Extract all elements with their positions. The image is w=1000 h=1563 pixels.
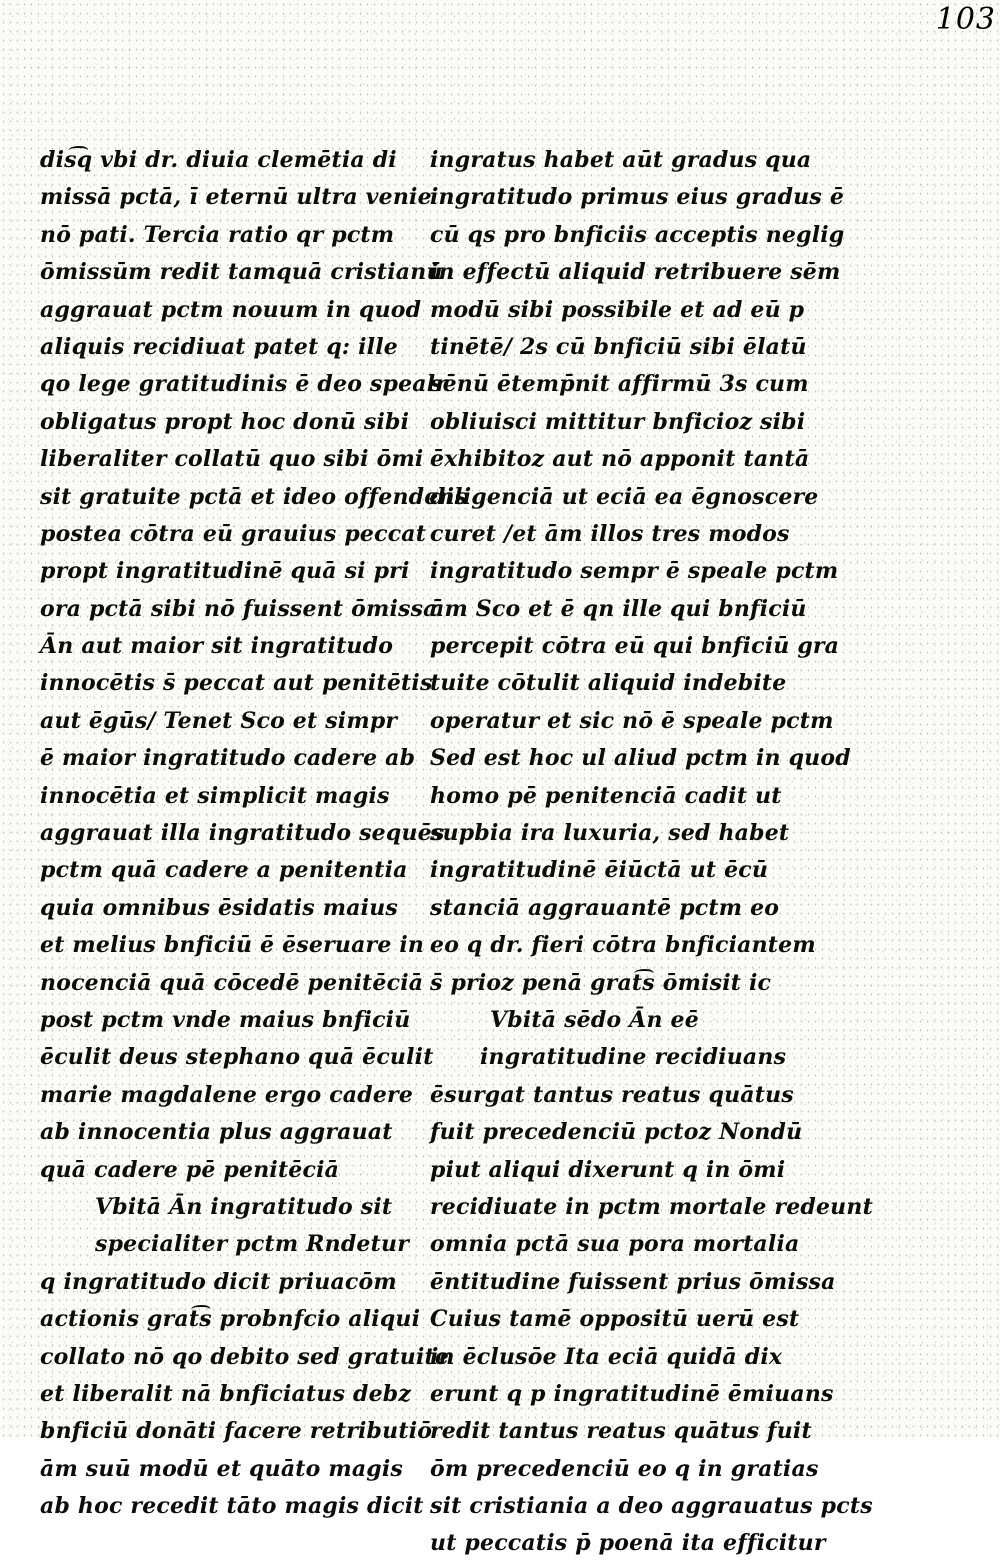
text-line: ōm precedenciū eo q in gratias [430, 1455, 819, 1482]
text-line: ēntitudine fuissent prius ōmissa [430, 1268, 836, 1295]
text-line: obliuisci mittitur bnficioz sibi [430, 408, 806, 435]
text-line: fuit precedenciū pctoz Nondū [430, 1119, 803, 1146]
text-line: nō pati. Tercia ratio qr pctm [40, 221, 395, 248]
text-line: nocenciā quā cōcedē penitēciā [40, 969, 424, 996]
text-line: bnficiū donāti facere retributiō [40, 1418, 433, 1445]
text-line: propt ingratitudinē quā si pri [40, 558, 410, 585]
text-line: collato nō qo debito sed gratuite [40, 1343, 450, 1370]
text-line: quā cadere pē penitēciā [40, 1156, 340, 1183]
left-text-column [40, 142, 468, 1525]
text-line: homo pē penitenciā cadit ut [430, 782, 782, 809]
text-line: ab hoc recedit tāto magis dicit [40, 1493, 424, 1520]
text-line: in ēclusōe Ita eciā quidā dix [430, 1343, 783, 1370]
text-line: erunt q p ingratitudinē ēmiuans [430, 1380, 834, 1407]
text-line: ab innocentia plus aggrauat [40, 1119, 393, 1146]
text-line: sēnū ētemp̄nit affirmū 3s cum [430, 371, 809, 398]
text-line: Sed est hoc ul aliud pctm in quod [430, 745, 851, 772]
text-line: ingratitudo sempr ē speale pctm [430, 558, 839, 585]
text-line: et melius bnficiū ē ēseruare in [40, 932, 425, 959]
text-line: aut ēgūs/ Tenet Sco et simpr [40, 707, 398, 734]
text-line: s̄ prioz penā grat͡s ōmisit ic [430, 969, 772, 996]
text-line: ēculit deus stephano quā ēculit [40, 1044, 434, 1071]
text-line: modū sibi possibile et ad eū p [430, 296, 805, 323]
text-line: tinētē/ 2s cū bnficiū sibi ēlatū [430, 333, 807, 360]
text-line: Cuius tamē oppositū uerū est [430, 1306, 800, 1333]
text-line: Vbitā sēdo Ān eē [490, 1006, 699, 1033]
text-line: Vbitā Ān ingratitudo sit [95, 1193, 393, 1220]
text-line: ingratitudo primus eius gradus ē [430, 184, 845, 211]
text-line: redit tantus reatus quātus fuit [430, 1418, 812, 1445]
text-line: innocētis s̄ peccat aut penitētis [40, 670, 433, 697]
text-line: ut peccatis p̄ poenā ita efficitur [430, 1530, 826, 1557]
text-line: ingratitudine recidiuans [480, 1044, 787, 1071]
text-line: recidiuate in pctm mortale redeunt [430, 1193, 873, 1220]
text-line: liberaliter collatū quo sibi ōmi [40, 446, 424, 473]
text-line: eo q dr. fieri cōtra bnficiantem [430, 932, 816, 959]
text-line: aliquis recidiuat patet q: ille [40, 333, 398, 360]
text-line: piut aliqui dixerunt q in ōmi [430, 1156, 786, 1183]
text-line: pctm quā cadere a penitentia [40, 857, 408, 884]
text-line: tuite cōtulit aliquid indebite [430, 670, 787, 697]
text-line: aggrauat illa ingratitudo sequēs [40, 820, 445, 847]
text-line: et liberalit nā bnficiatus debz [40, 1380, 412, 1407]
text-line: ingratitudinē ēiūctā ut ēcū [430, 857, 769, 884]
text-line: actionis grat͡s probnfcio aliqui [40, 1306, 421, 1333]
text-line: aggrauat pctm nouum in quod [40, 296, 422, 323]
text-line: stanciā aggrauantē pctm eo [430, 894, 780, 921]
text-line: qo lege gratitudinis ē deo spealr [40, 371, 448, 398]
text-line: specialiter pctm Rndetur [95, 1231, 409, 1258]
text-line: marie magdalene ergo cadere [40, 1081, 414, 1108]
text-line: supbia ira luxuria, sed habet [430, 820, 790, 847]
text-line: q ingratitudo dicit priuacōm [40, 1268, 397, 1295]
text-line: quia omnibus ēsidatis maius [40, 894, 398, 921]
text-line: ām suū modū et quāto magis [40, 1455, 404, 1482]
text-line: obligatus propt hoc donū sibi [40, 408, 410, 435]
folio-number: 103 [935, 2, 996, 37]
text-line: innocētia et simplicit magis [40, 782, 390, 809]
text-line: sit cristiania a deo aggrauatus pcts [430, 1493, 873, 1520]
text-line: ōmissūm redit tamquā cristianū [40, 259, 443, 286]
right-text-column [430, 142, 873, 1563]
text-line: missā pctā, ī eternū ultra venie [40, 184, 432, 211]
text-line: omnia pctā sua pora mortalia [430, 1231, 800, 1258]
text-line: sit gratuite pctā et ideo offendens [40, 483, 468, 510]
text-line: in effectū aliquid retribuere sēm [430, 259, 841, 286]
text-line: diligenciā ut eciā ea ēgnoscere [430, 483, 819, 510]
text-line: ēsurgat tantus reatus quātus [430, 1081, 794, 1108]
text-line: ēxhibitoz aut nō apponit tantā [430, 446, 810, 473]
text-line: ora pctā sibi nō fuissent ōmissa [40, 595, 438, 622]
text-line: cū qs pro bnficiis acceptis neglig [430, 221, 845, 248]
text-line: ē maior ingratitudo cadere ab [40, 745, 416, 772]
text-line: curet /et ām illos tres modos [430, 520, 790, 547]
text-line: postea cōtra eū grauius peccat [40, 520, 427, 547]
text-line: ām Sco et ē qn ille qui bnficiū [430, 595, 807, 622]
text-line: dis͡q vbi dr. diuia clemētia di [40, 147, 397, 173]
text-line: Ān aut maior sit ingratitudo [40, 633, 394, 660]
text-line: post pctm vnde maius bnficiū [40, 1006, 411, 1033]
text-line: ingratus habet aūt gradus qua [430, 147, 812, 173]
text-line: percepit cōtra eū qui bnficiū gra [430, 633, 840, 660]
text-line: operatur et sic nō ē speale pctm [430, 707, 834, 734]
